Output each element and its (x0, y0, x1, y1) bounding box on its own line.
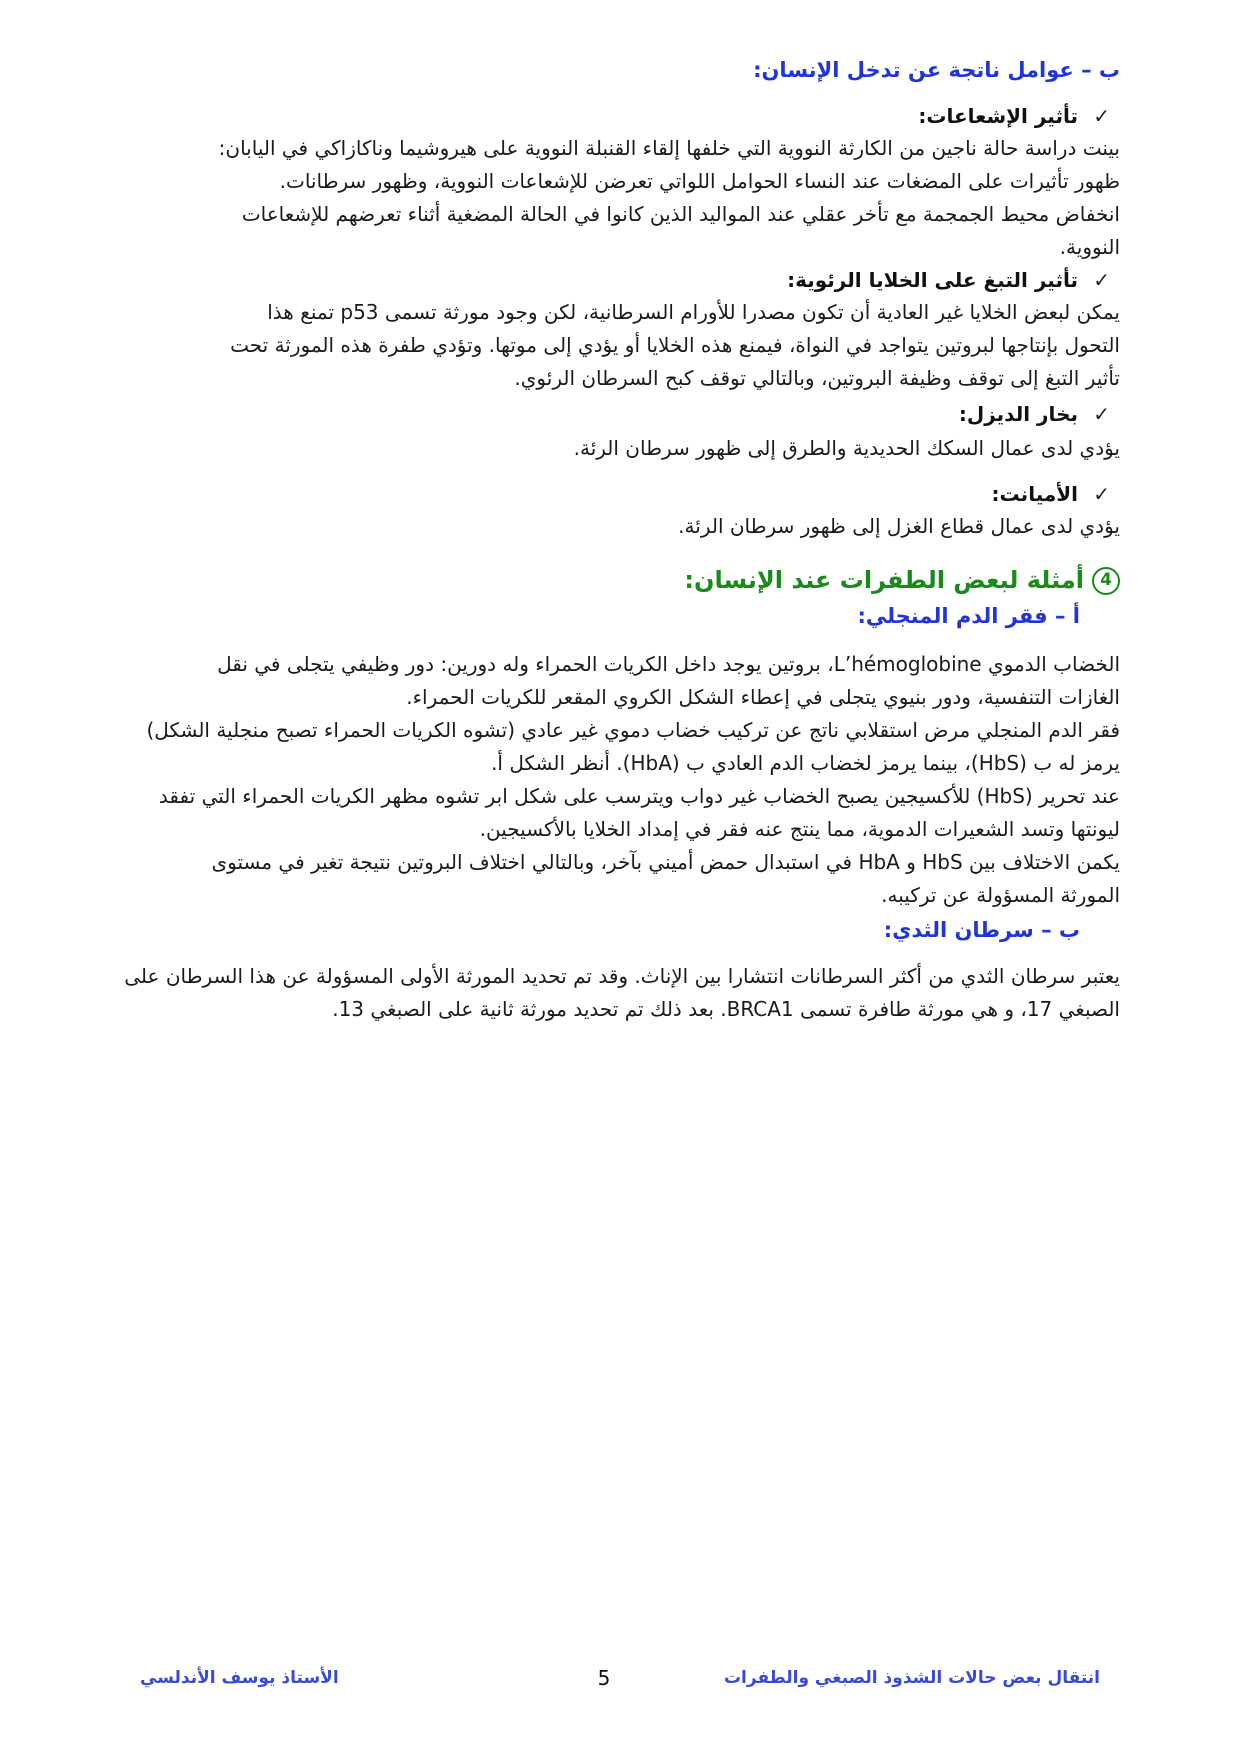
text-line: ظهور تأثيرات على المضغات عند النساء الحوامل اللواتي تعرضن للإشعاعات النووية، وظهور سرطانات. (279, 169, 1120, 193)
text-line: ليونتها وتسد الشعيرات الدموية، مما ينتج عنه فقر في إمداد الخلايا بالأكسيجين. (479, 817, 1120, 841)
page-number: 5 (597, 1666, 611, 1690)
subsection-heading-breast-cancer: ب – سرطان الثدي: (883, 918, 1080, 942)
text-line: يكمن الاختلاف بين HbS و HbA في استبدال حمض أميني بآخر، وبالتالي اختلاف البروتين نتيجة تغير في مستوى (211, 850, 1120, 874)
subheading-tobacco (787, 268, 1110, 292)
paragraph-sickle-cell (60, 648, 1120, 912)
subsection-heading-sickle-cell: أ – فقر الدم المنجلي: (857, 604, 1080, 628)
text-line: المورثة المسؤولة عن تركيبه. (881, 883, 1120, 907)
subheading-text: الأميانت: (991, 482, 1078, 506)
subheading-text: تأثير التبغ على الخلايا الرئوية: (787, 268, 1078, 292)
text-line: تأثير التبغ إلى توقف وظيفة البروتين، وبالتالي توقف كبح السرطان الرئوي. (514, 366, 1120, 390)
text-line: فقر الدم المنجلي مرض استقلابي ناتج عن تركيب خضاب دموي غير عادي (تشوه الكريات الحمراء تصبح منجلية الشكل) (146, 718, 1120, 742)
text-line: انخفاض محيط الجمجمة مع تأخر عقلي عند المواليد الذين كانوا في الحالة المضغية أثناء تعرضهم للإشعاعات (241, 202, 1120, 226)
footer-chapter-title: انتقال بعض حالات الشذوذ الصبغي والطفرات (723, 1668, 1100, 1688)
text-line: يؤدي لدى عمال السكك الحديدية والطرق إلى ظهور سرطان الرئة. (573, 436, 1120, 460)
check-icon: ✓ (1093, 482, 1110, 506)
section-number-badge: 4 (1092, 567, 1120, 595)
text-line: يرمز له ب (HbS)، بينما يرمز لخضاب الدم العادي ب (HbA). أنظر الشكل أ. (491, 751, 1120, 775)
subheading-text: تأثير الإشعاعات: (918, 104, 1078, 128)
footer-author: الأستاذ يوسف الأندلسي (140, 1668, 339, 1688)
text-line: النووية. (1059, 235, 1120, 259)
text-line: بينت دراسة حالة ناجين من الكارثة النووية التي خلفها إلقاء القنبلة النووية على هيروشيما وناكازاكي في اليابان: (218, 136, 1120, 160)
subheading-asbestos (992, 482, 1110, 506)
text-line: الخضاب الدموي L’hémoglobine، بروتين يوجد داخل الكريات الحمراء وله دورين: دور وظيفي يتجلى في نقل (217, 652, 1120, 676)
text-line: عند تحرير (HbS) للأكسيجين يصبح الخضاب غير دواب ويترسب على شكل ابر تشوه مظهر الكريات الحمراء التي تفقد (158, 784, 1120, 808)
subheading-diesel (959, 402, 1110, 426)
subheading-text: بخار الديزل: (958, 402, 1078, 426)
text-line: يؤدي لدى عمال قطاع الغزل إلى ظهور سرطان الرئة. (678, 514, 1120, 538)
check-icon: ✓ (1093, 402, 1110, 426)
section-title-text: أمثلة لبعض الطفرات عند الإنسان: (684, 566, 1084, 594)
paragraph-tobacco (60, 296, 1120, 395)
paragraph-asbestos (60, 510, 1120, 543)
subheading-radiation (918, 104, 1110, 128)
text-line: الصبغي 17، و هي مورثة طافرة تسمى BRCA1. بعد ذلك تم تحديد مورثة ثانية على الصبغي 13. (332, 997, 1120, 1021)
text-line: يمكن لبعض الخلايا غير العادية أن تكون مصدرا للأورام السرطانية، لكن وجود مورثة تسمى p53 تمنع هذا (267, 300, 1120, 324)
section-heading-human-factors: ب – عوامل ناتجة عن تدخل الإنسان: (753, 58, 1120, 82)
text-line: يعتبر سرطان الثدي من أكثر السرطانات انتشارا بين الإناث. وقد تم تحديد المورثة الأولى المسؤولة عن هذا السرطان على (124, 964, 1120, 988)
text-line: الغازات التنفسية، ودور بنيوي يتجلى في إعطاء الشكل الكروي المقعر للكريات الحمراء. (406, 685, 1120, 709)
paragraph-breast-cancer (60, 960, 1120, 1026)
check-icon: ✓ (1093, 268, 1110, 292)
paragraph-radiation (60, 132, 1120, 264)
section-heading-mutation-examples (684, 566, 1120, 595)
check-icon: ✓ (1093, 104, 1110, 128)
text-line: التحول بإنتاجها لبروتين يتواجد في النواة، فيمنع هذه الخلايا أو يؤدي إلى موتها. وتؤدي طفرة هذه المورثة تحت (230, 333, 1120, 357)
paragraph-diesel (60, 432, 1120, 465)
